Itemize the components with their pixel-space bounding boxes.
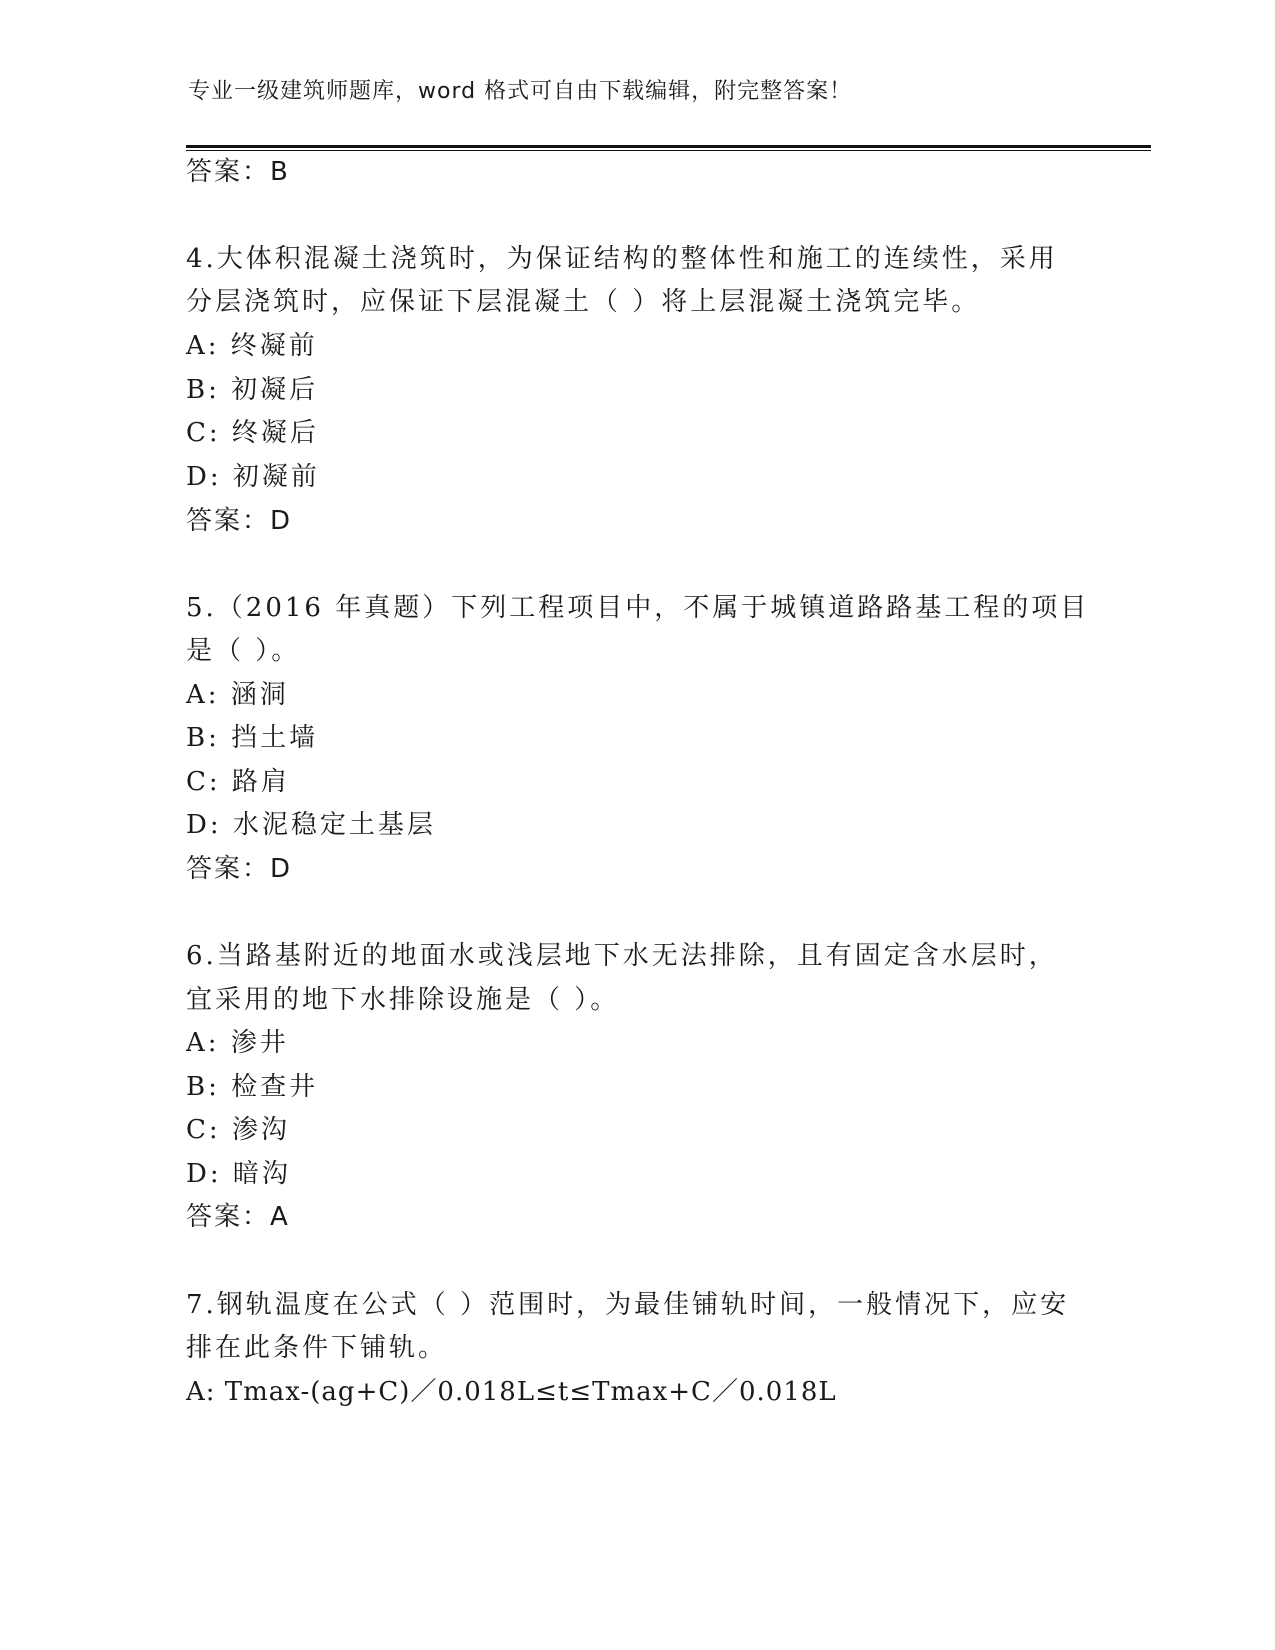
- question-7-option-a: A: Tmax-(ag+C)／0.018L≤t≤Tmax+C／0.018L: [186, 1377, 837, 1407]
- question-7-text-line1: 7.钢轨温度在公式（ ）范围时，为最佳铺轨时间，一般情况下，应安: [186, 1290, 1070, 1320]
- answer-q6: 答案：A: [186, 1202, 290, 1232]
- answer-q3: 答案：B: [186, 157, 290, 187]
- question-4-option-a: A: 终凝前: [186, 331, 318, 361]
- question-5-option-c: C: 路肩: [186, 767, 290, 797]
- question-6-option-d: D: 暗沟: [186, 1159, 291, 1189]
- question-5-text-line2: 是（ ）。: [186, 636, 301, 666]
- question-6-text-line2: 宜采用的地下水排除设施是（ ）。: [186, 985, 620, 1015]
- question-7-text-line2: 排在此条件下铺轨。: [186, 1333, 448, 1363]
- header-divider-thick: [186, 145, 1151, 148]
- question-6-option-c: C: 渗沟: [186, 1115, 290, 1145]
- header-divider-thin: [186, 150, 1151, 151]
- question-5-option-d: D: 水泥稳定土基层: [186, 810, 436, 840]
- question-4-text-line2: 分层浇筑时，应保证下层混凝土（ ）将上层混凝土浇筑完毕。: [186, 287, 981, 317]
- question-5-option-b: B: 挡土墙: [186, 723, 319, 753]
- question-4-option-b: B: 初凝后: [186, 375, 319, 405]
- question-5-text-line1: 5.（2016 年真题）下列工程项目中，不属于城镇道路路基工程的项目: [186, 593, 1090, 623]
- question-4-text-line1: 4.大体积混凝土浇筑时，为保证结构的整体性和施工的连续性，采用: [186, 244, 1058, 274]
- question-6-text-line1: 6.当路基附近的地面水或浅层地下水无法排除，且有固定含水层时，: [186, 941, 1058, 971]
- answer-q4: 答案：D: [186, 506, 293, 536]
- question-5-option-a: A: 涵洞: [186, 680, 289, 710]
- question-4-option-c: C: 终凝后: [186, 418, 319, 448]
- question-6-option-b: B: 检查井: [186, 1072, 319, 1102]
- answer-q5: 答案：D: [186, 854, 293, 884]
- question-4-option-d: D: 初凝前: [186, 462, 320, 492]
- page-header: 专业一级建筑师题库，word 格式可自由下载编辑，附完整答案！: [188, 79, 853, 104]
- question-6-option-a: A: 渗井: [186, 1028, 289, 1058]
